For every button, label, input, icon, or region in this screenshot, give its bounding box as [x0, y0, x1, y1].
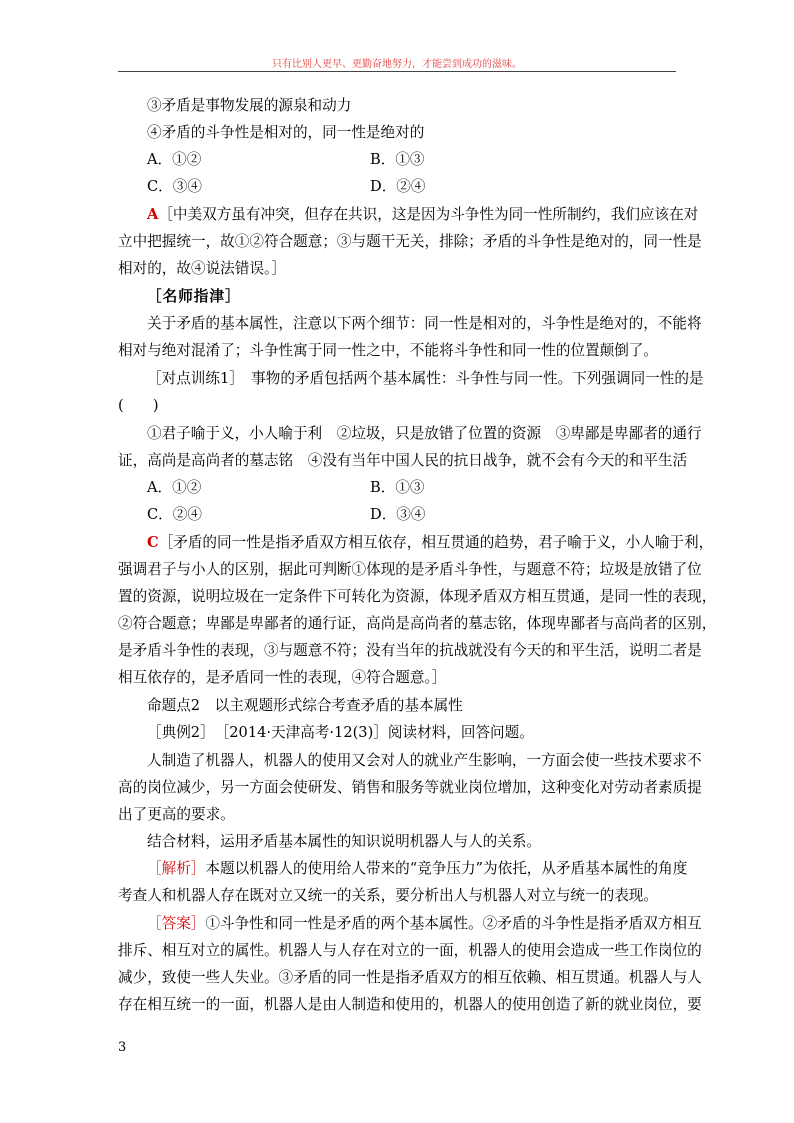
answer-explanation-line: 置的资源，说明垃圾在一定条件下可转化为资源，体现矛盾双方相互贯通，是同一性的表现，: [118, 588, 717, 605]
choice-a: A．①②: [147, 479, 202, 496]
material-line: 高的岗位减少，另一方面会使研发、销售和服务等就业岗位增加，这种变化对劳动者素质提: [118, 779, 702, 796]
choice-c: C．②④: [147, 506, 202, 523]
material-line: 人制造了机器人，机器人的使用又会对人的就业产生影响，一方面会使一些技术要求不: [147, 752, 702, 769]
answer-explanation-line: 是矛盾斗争性的表现，③与题意不符；没有当年的抗战就没有今天的和平生活，说明二者是: [118, 642, 702, 659]
choice-b: B．①③: [370, 151, 425, 168]
answer-explanation-line: A［中美双方虽有冲突，但存在共识，这是因为斗争性为同一性所制约，我们应该在对: [147, 206, 699, 223]
choice-d: D．②④: [370, 178, 426, 195]
answer-explanation-line: C［矛盾的同一性是指矛盾双方相互依存，相互贯通的趋势，君子喻于义，小人喻于利，: [147, 534, 714, 551]
choice-d: D．③④: [370, 506, 426, 523]
question-text: 结合材料，运用矛盾基本属性的知识说明机器人与人的关系。: [147, 833, 542, 850]
drill-items-line: 证，高尚是高尚者的墓志铭 ④没有当年中国人民的抗日战争，就不会有今天的和平生活: [118, 452, 688, 469]
answer-line: ［答案］①斗争性和同一性是矛盾的两个基本属性。②矛盾的斗争性是指矛盾双方相互: [147, 915, 702, 932]
answer-explanation-line: ②符合题意；卑鄙是卑鄙者的通行证，高尚是高尚者的墓志铭，体现卑鄙者与高尚者的区别，: [118, 615, 717, 632]
option-item-4: ④矛盾的斗争性是相对的，同一性是绝对的: [147, 124, 425, 141]
answer-explanation-line: 强调君子与小人的区别，据此可判断①体现的是矛盾斗争性，与题意不符；垃圾是放错了位: [118, 561, 702, 578]
answer-explanation-line: 相互依存的，是矛盾同一性的表现，④符合题意。］: [118, 669, 447, 686]
material-line: 出了更高的要求。: [118, 806, 235, 823]
analysis-line: ［解析］本题以机器人的使用给人带来的“竞争压力”为依托，从矛盾基本属性的角度: [147, 860, 688, 877]
tip-text-line: 相对与绝对混淆了；斗争性寓于同一性之中，不能将斗争性和同一性的位置颠倒了。: [118, 342, 658, 359]
example-heading: ［典例2］ ［2014·天津高考·12(3)］阅读材料，回答问题。: [147, 724, 534, 741]
page-number: 3: [118, 1040, 127, 1055]
answer-tag: ［答案］: [147, 915, 206, 932]
header-motto: 只有比别人更早、更勤奋地努力，才能尝到成功的滋味。: [272, 59, 522, 70]
tip-text-line: 关于矛盾的基本属性，注意以下两个细节：同一性是相对的，斗争性是绝对的，不能将: [147, 315, 702, 332]
drill-stem-line: ( ): [118, 397, 159, 414]
choice-c: C．③④: [147, 178, 202, 195]
analysis-tag: ［解析］: [147, 860, 206, 877]
option-item-3: ③矛盾是事物发展的源泉和动力: [147, 97, 352, 114]
answer-letter: C: [147, 534, 159, 551]
header-divider: [118, 71, 676, 72]
drill-stem-line: ［对点训练1］ 事物的矛盾包括两个基本属性：斗争性与同一性。下列强调同一性的是: [147, 370, 704, 387]
choice-b: B．①③: [370, 479, 425, 496]
tip-title: ［名师指津］: [147, 288, 241, 305]
answer-line: 排斥、相互对立的属性。机器人与人存在对立的一面，机器人的使用会造成一些工作岗位的: [118, 942, 702, 959]
topic-title: 命题点2 以主观题形式综合考查矛盾的基本属性: [147, 697, 463, 714]
answer-letter: A: [147, 206, 159, 223]
drill-items-line: ①君子喻于义，小人喻于利 ②垃圾，只是放错了位置的资源 ③卑鄙是卑鄙者的通行: [147, 425, 702, 442]
analysis-line: 考查人和机器人存在既对立又统一的关系，要分析出人与机器人对立与统一的表现。: [118, 887, 658, 904]
answer-explanation-line: 立中把握统一，故①②符合题意；③与题干无关，排除；矛盾的斗争性是绝对的，同一性是: [118, 233, 702, 250]
answer-explanation-line: 相对的，故④说法错误。］: [118, 260, 286, 277]
answer-line: 减少，致使一些人失业。③矛盾的同一性是指矛盾双方的相互依赖、相互贯通。机器人与人: [118, 969, 702, 986]
answer-line: 存在相互统一的一面，机器人是由人制造和使用的，机器人的使用创造了新的就业岗位，要: [118, 996, 702, 1013]
choice-a: A．①②: [147, 151, 202, 168]
